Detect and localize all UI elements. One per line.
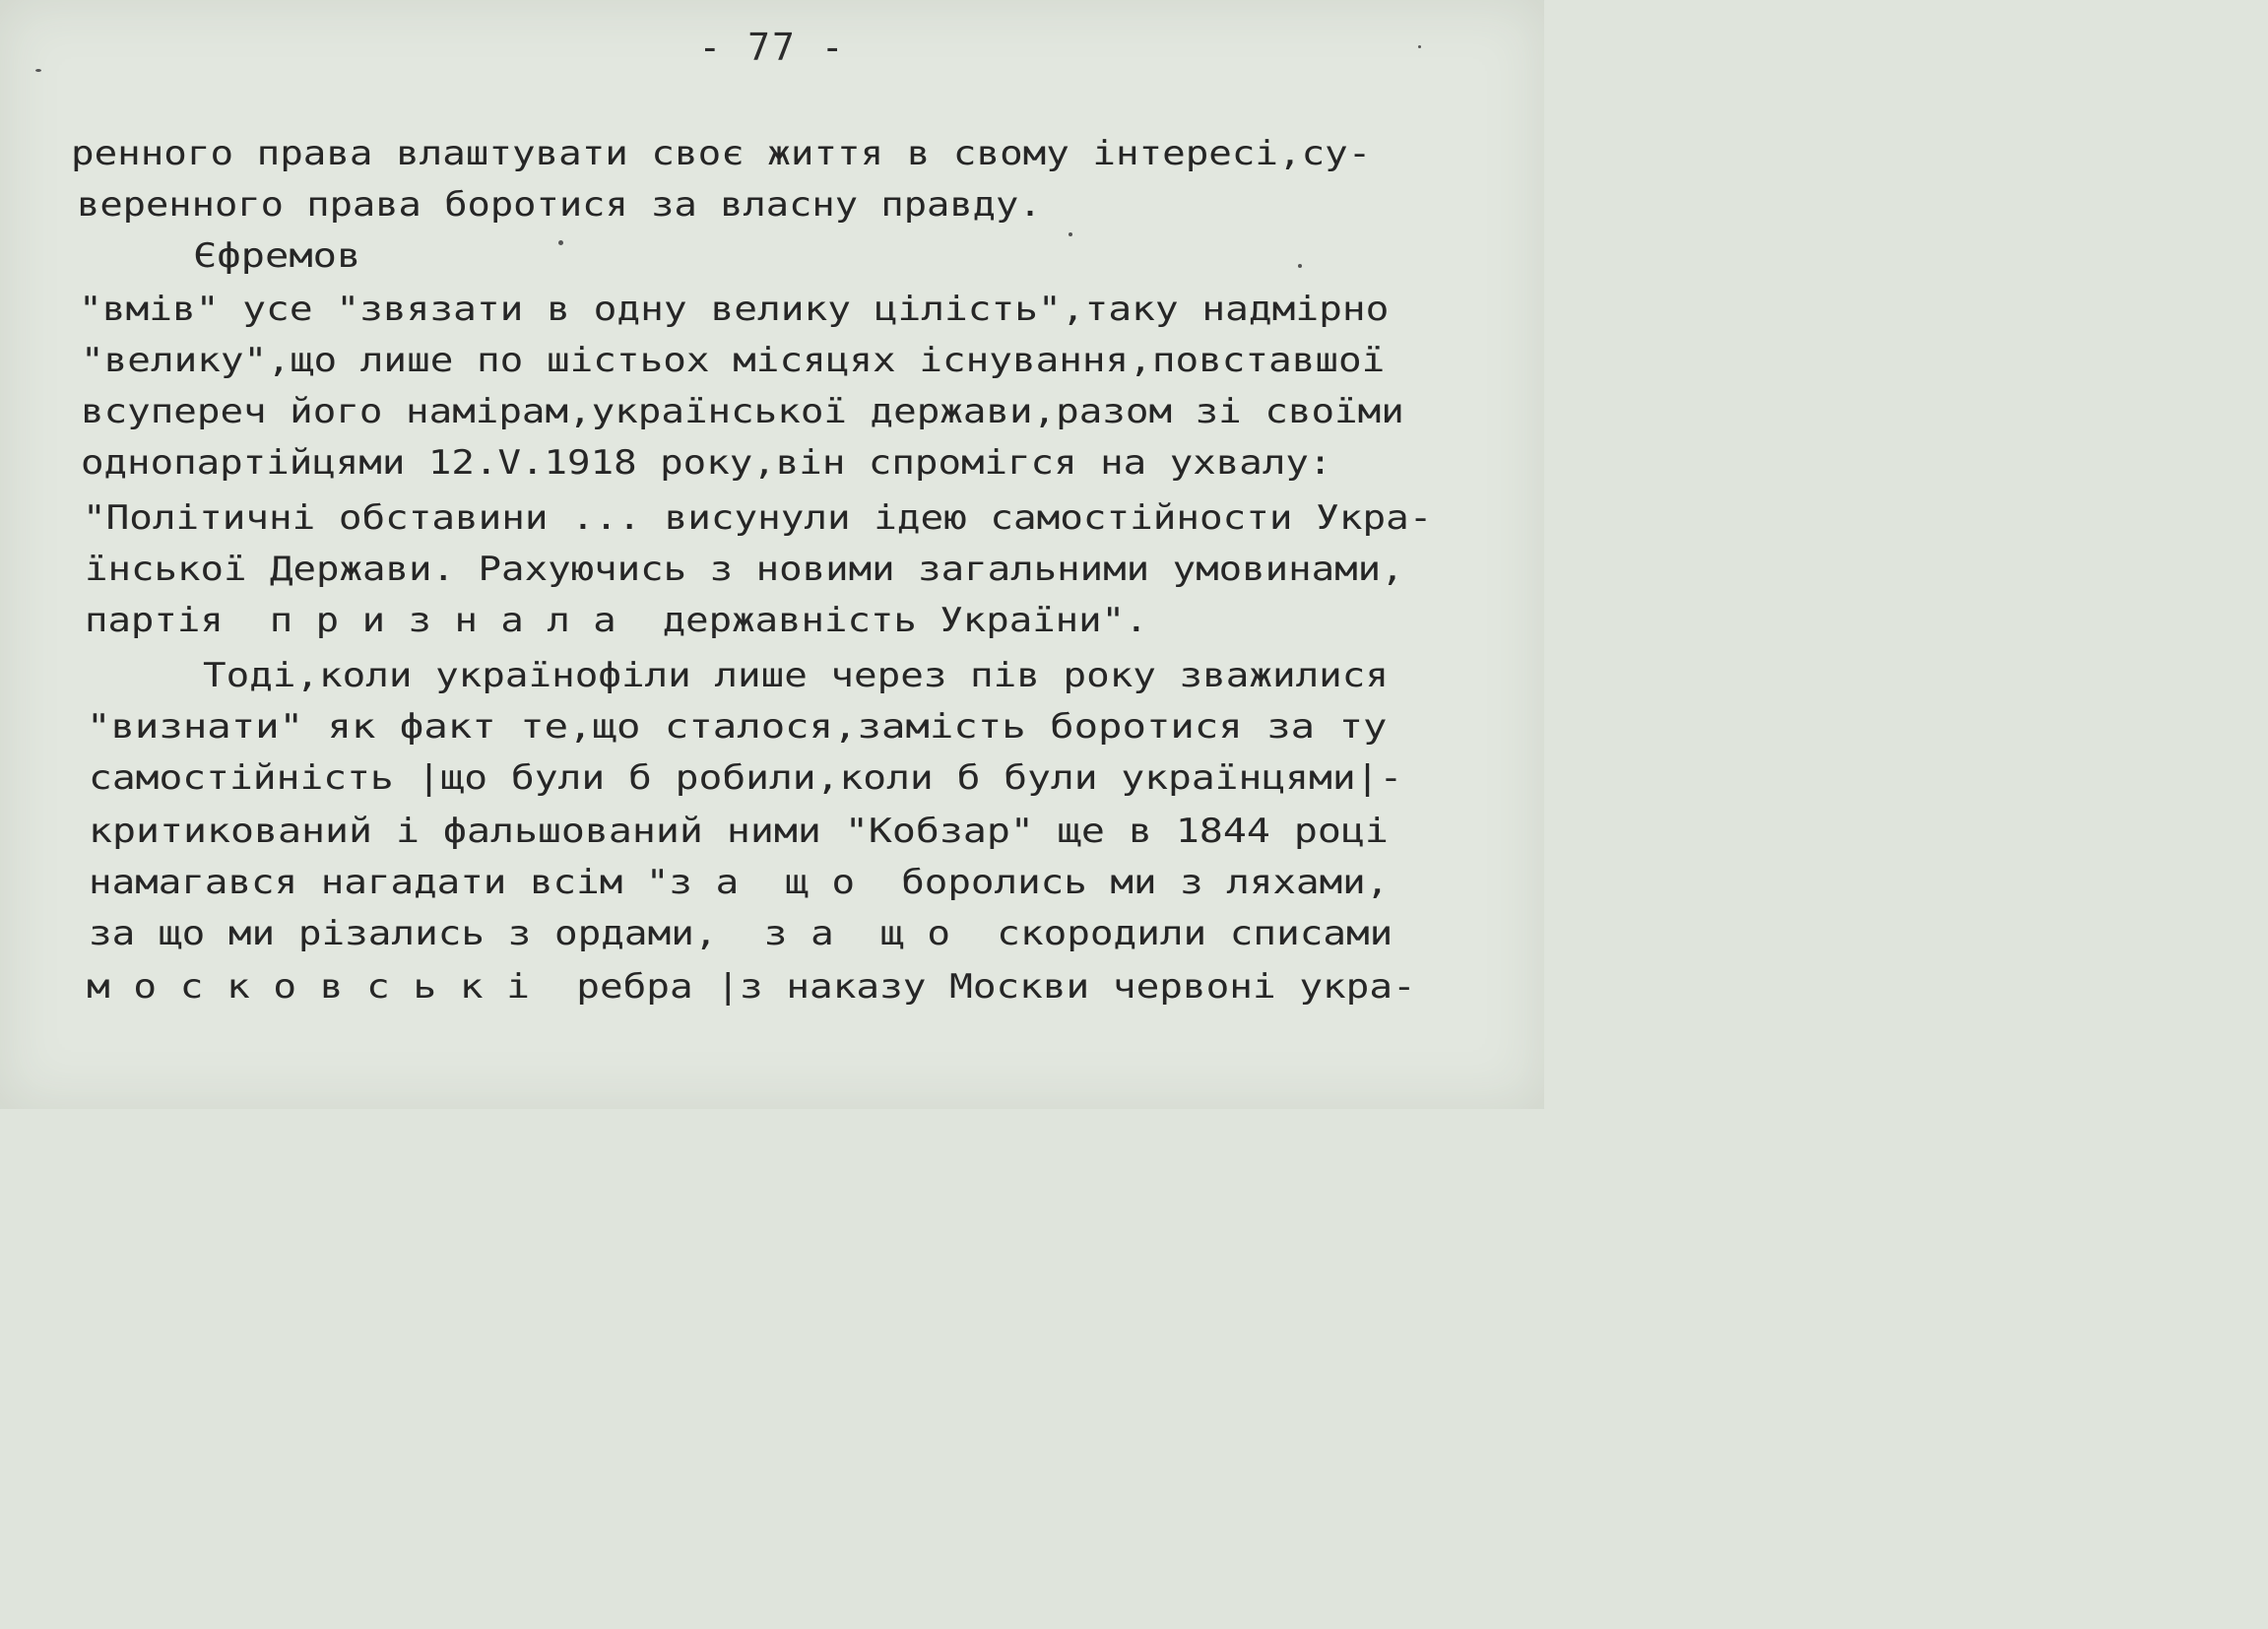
text-line: "Політичні обставини ... висунули ідею самостійности Укра- [83,498,1433,538]
text-line: "визнати" як факт те,що сталося,замість боротися за ту [87,707,1388,747]
text-line: "велику",що лише по шістьох місяцях існування,повставшої [81,341,1386,380]
text-line: всупереч його намірам,української держави,разом зі своїми [81,392,1404,431]
text-line: ренного права влаштувати своє життя в свому інтересі,су- [71,134,1372,173]
text-line: м о с к о в с ь к і ребра |з наказу Москви червоні укра- [87,967,1416,1007]
text-line: самостійність |що були б робили,коли б були українцями|- [89,758,1403,798]
page-number: - 77 - [698,26,846,69]
text-line: однопартійцями 12.V.1918 року,він спромігся на ухвалу: [81,443,1332,483]
text-line: намагався нагадати всім "з а щ о боролись ми з ляхами, [89,863,1390,902]
text-line: Тоді,коли українофіли лише через пів року зважилися [203,656,1390,695]
paper-speck [1418,45,1421,48]
text-line: за що ми різались з ордами, з а щ о скородили списами [89,914,1393,953]
document-page [0,0,1544,1109]
text-line: веренного права боротися за власну правду. [77,185,1042,225]
paper-speck [35,69,41,72]
text-line: Єфремов [193,236,361,276]
text-line: "вмів" усе "звязати в одну велику цілість",таку надмірно [79,290,1390,329]
text-line: партія п р и з н а л а державність України". [85,601,1148,640]
text-line: критикований і фальшований ними "Кобзар" ще в 1844 році [89,812,1389,851]
paper-speck [1298,264,1302,268]
text-line: їнської Держави. Рахуючись з новими загальними умовинами, [85,550,1404,589]
paper-speck [558,240,563,245]
paper-speck [1069,232,1072,236]
